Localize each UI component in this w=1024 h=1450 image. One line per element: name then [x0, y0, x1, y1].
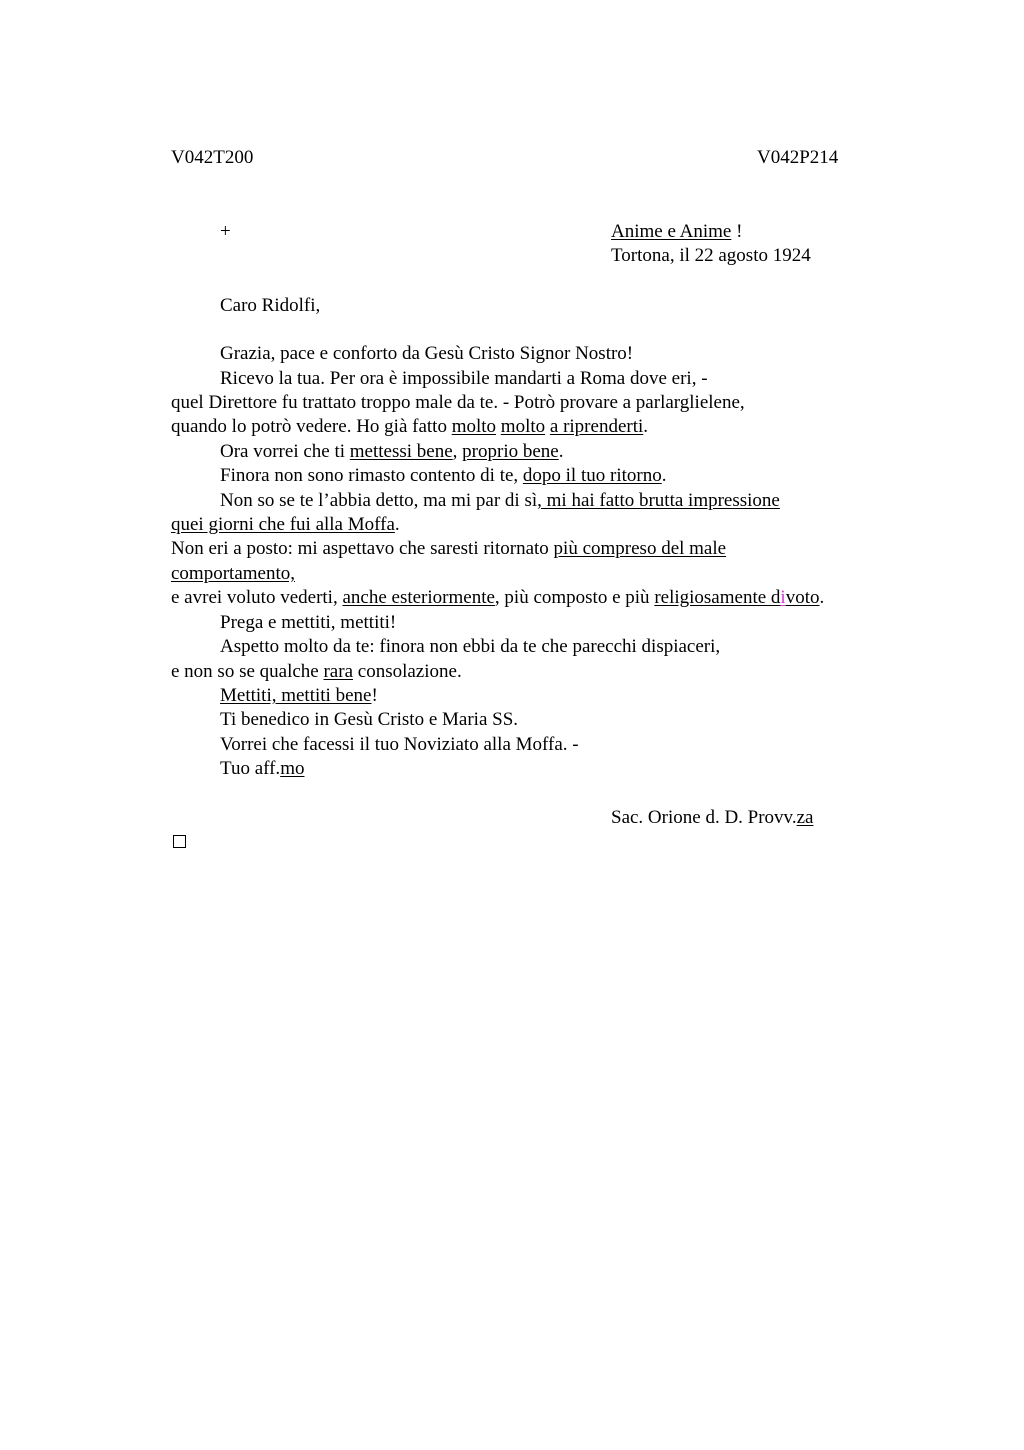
letter-line-12: Prega e mettiti, mettiti! — [220, 612, 397, 633]
signature: Sac. Orione d. D. Provv.za — [611, 807, 814, 828]
salutation: Caro Ridolfi, — [220, 295, 321, 316]
square-marker-icon — [173, 835, 186, 848]
letter-line-6: Finora non sono rimasto contento di te, dopo il tuo ritorno. — [220, 465, 667, 486]
letter-line-8: quei giorni che fui alla Moffa. — [171, 514, 400, 535]
letter-line-2: Ricevo la tua. Per ora è impossibile mandarti a Roma dove eri, - — [220, 368, 708, 389]
letter-line-16: Ti benedico in Gesù Cristo e Maria SS. — [220, 709, 519, 730]
document-code-left: V042T200 — [171, 147, 254, 168]
closing: Tuo aff.mo — [220, 758, 305, 779]
correction-mark: i — [780, 587, 786, 608]
place-date: Tortona, il 22 agosto 1924 — [611, 245, 811, 266]
motto: Anime e Anime ! — [611, 221, 743, 242]
letter-line-7: Non so se te l’abbia detto, ma mi par di sì, mi hai fatto brutta impressione — [220, 490, 780, 511]
letter-line-15: Mettiti, mettiti bene! — [220, 685, 378, 706]
letter-line-9: Non eri a posto: mi aspettavo che saresti ritornato più compreso del male — [171, 538, 727, 559]
cross-symbol: + — [220, 221, 231, 242]
letter-line-5: Ora vorrei che ti mettessi bene, proprio bene. — [220, 441, 564, 462]
letter-line-10: comportamento, — [171, 563, 295, 584]
document-code-right: V042P214 — [757, 147, 839, 168]
letter-line-3: quel Direttore fu trattato troppo male da te. - Potrò provare a parlarglielene, — [171, 392, 745, 413]
letter-line-13: Aspetto molto da te: finora non ebbi da te che parecchi dispiaceri, — [220, 636, 721, 657]
letter-line-14: e non so se qualche rara consolazione. — [171, 661, 462, 682]
letter-line-17: Vorrei che facessi il tuo Noviziato alla Moffa. - — [220, 734, 579, 755]
letter-line-4: quando lo potrò vedere. Ho già fatto molto molto a riprenderti. — [171, 416, 649, 437]
letter-line-11: e avrei voluto vederti, anche esteriormente, più composto e più religiosamente divoto. — [171, 587, 825, 608]
letter-line-1: Grazia, pace e conforto da Gesù Cristo Signor Nostro! — [220, 343, 634, 364]
